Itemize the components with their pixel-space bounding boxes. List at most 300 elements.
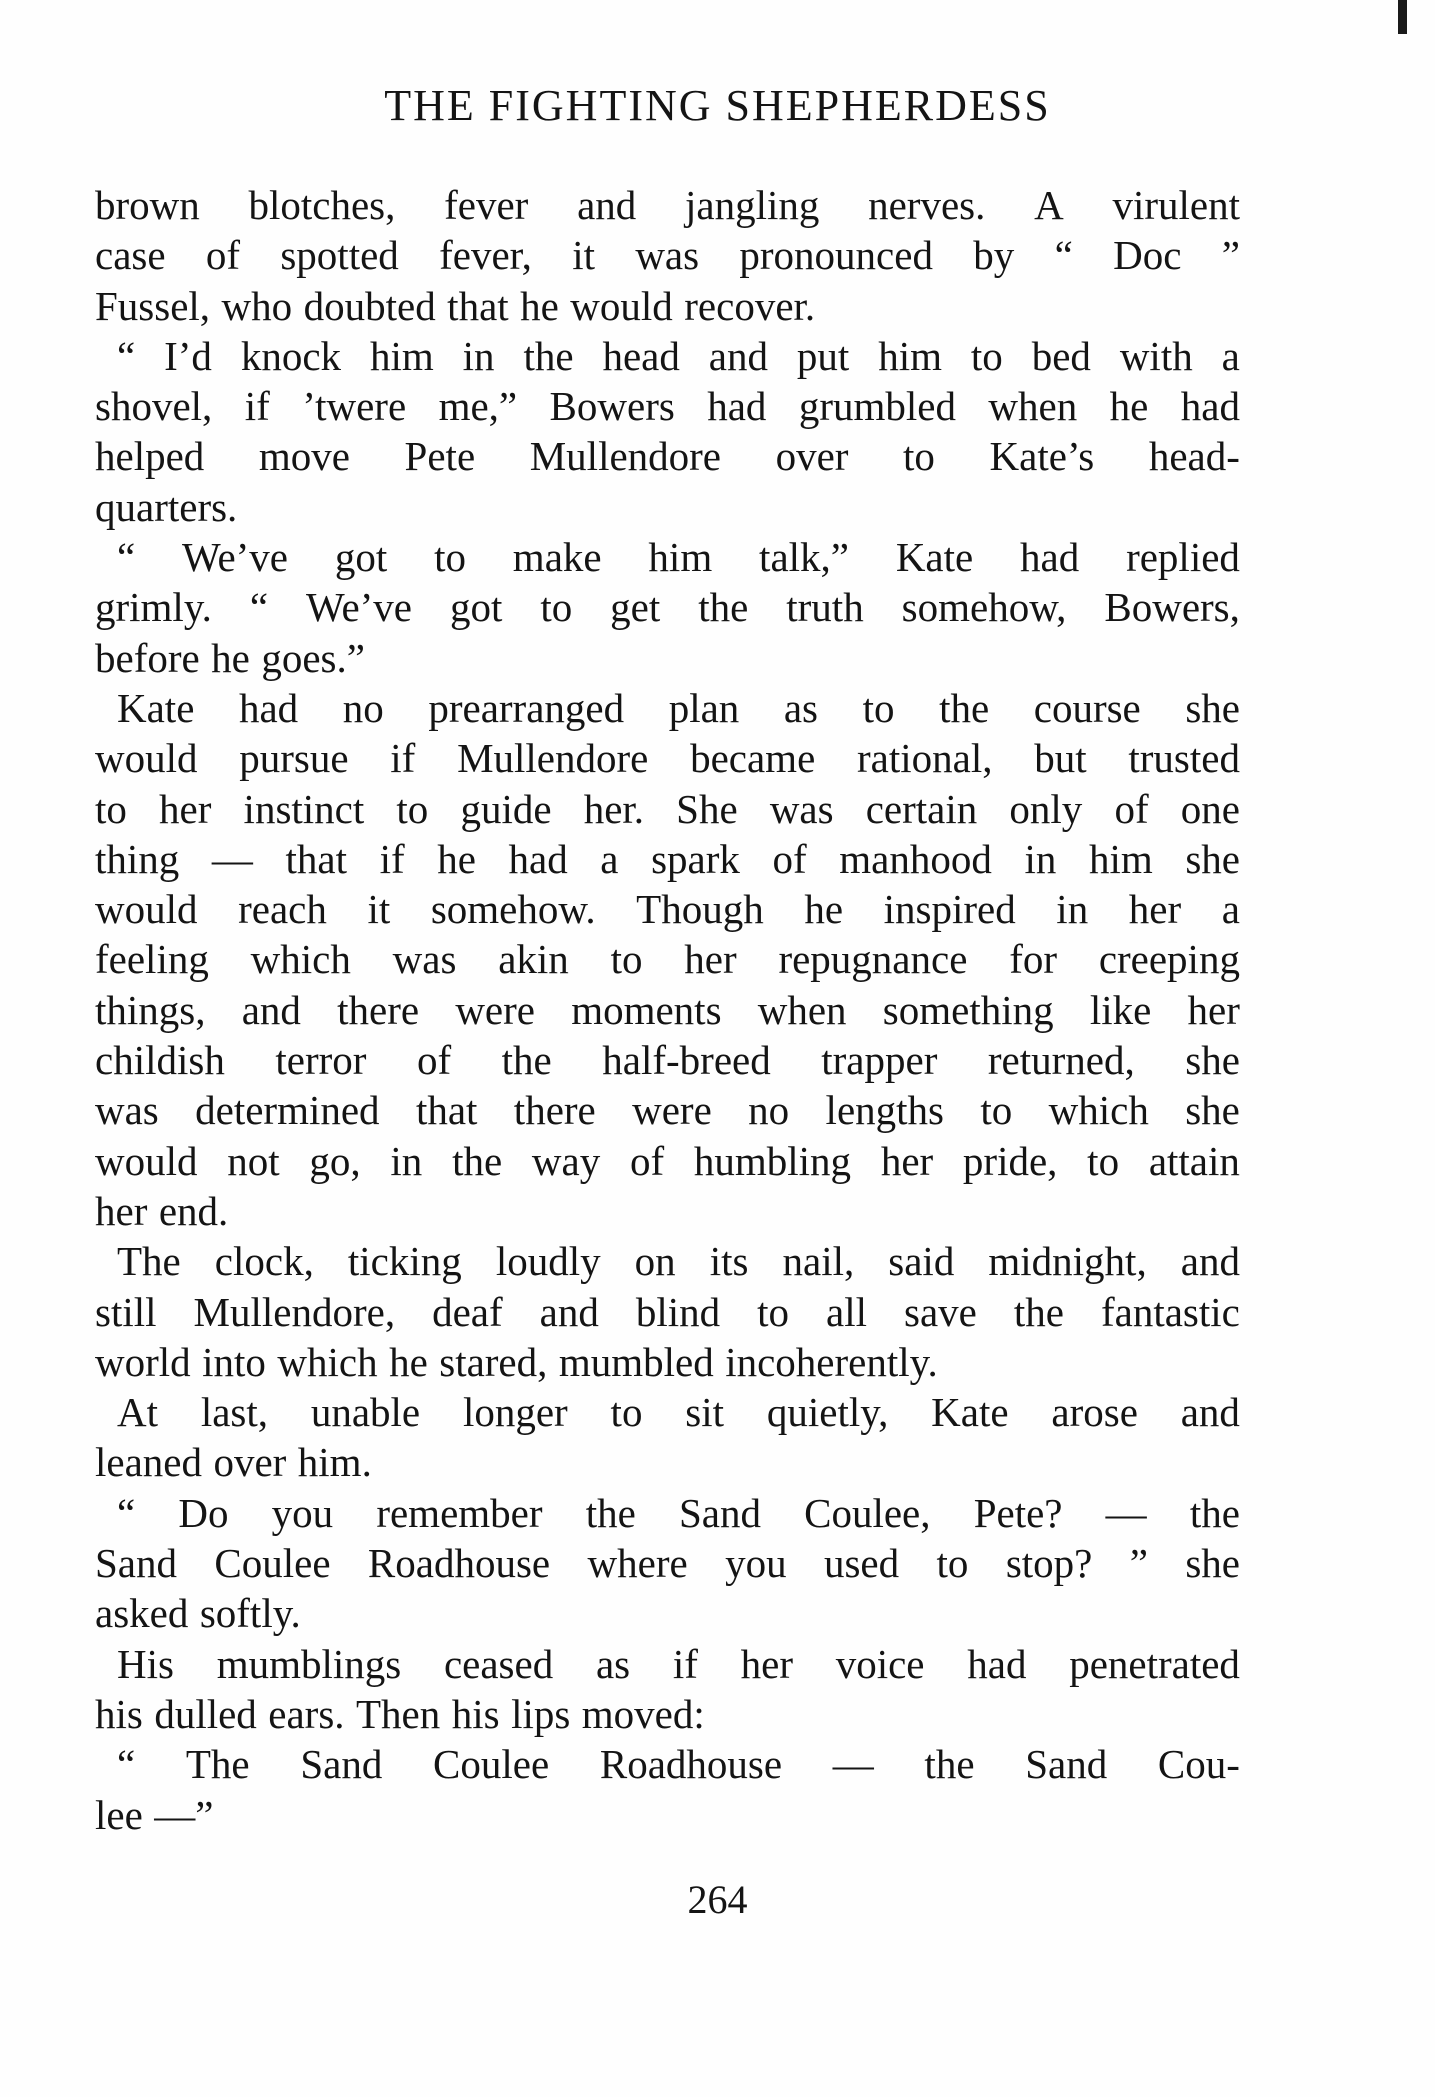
text-line bbox=[95, 381, 1240, 431]
text-line bbox=[95, 733, 1240, 783]
text-line bbox=[95, 683, 1240, 733]
text-line bbox=[95, 180, 1240, 230]
word: fever, bbox=[439, 232, 532, 279]
word: ticking bbox=[347, 1238, 462, 1285]
text-line bbox=[95, 884, 1240, 934]
word: pursue bbox=[239, 735, 349, 782]
word: Pete bbox=[404, 433, 476, 480]
word: nail, bbox=[782, 1238, 855, 1285]
word: We’ve bbox=[182, 534, 288, 581]
word: thing bbox=[95, 835, 180, 882]
word: —” bbox=[154, 1791, 214, 1838]
word: a bbox=[1221, 332, 1240, 379]
word: arose bbox=[1051, 1389, 1138, 1436]
word: him bbox=[648, 534, 713, 581]
word: had bbox=[238, 684, 299, 731]
word: last, bbox=[200, 1389, 269, 1436]
word: penetrated bbox=[1069, 1640, 1240, 1687]
word: head bbox=[602, 332, 680, 379]
word: to bbox=[757, 1288, 790, 1335]
word: somehow, bbox=[901, 584, 1067, 631]
word: Then bbox=[356, 1690, 441, 1737]
word: Coulee bbox=[433, 1741, 550, 1788]
word: terror bbox=[275, 1037, 367, 1084]
word: returned, bbox=[987, 1037, 1135, 1084]
word: if bbox=[672, 1640, 698, 1687]
word: half-breed bbox=[602, 1037, 771, 1084]
word: would bbox=[95, 735, 198, 782]
word: shovel, bbox=[95, 383, 213, 430]
word: and bbox=[577, 182, 637, 228]
word: Coulee bbox=[214, 1540, 331, 1587]
word: loudly bbox=[495, 1238, 601, 1285]
word: if bbox=[390, 735, 416, 782]
word: lengths bbox=[825, 1087, 944, 1134]
word: over bbox=[775, 433, 849, 480]
word: he bbox=[804, 886, 844, 933]
word: were bbox=[632, 1087, 712, 1134]
word: fever bbox=[444, 182, 529, 228]
word: stared, bbox=[439, 1338, 548, 1385]
word: attain bbox=[1148, 1137, 1240, 1184]
word: had bbox=[1020, 534, 1080, 581]
word: put bbox=[796, 332, 850, 379]
word: midnight, bbox=[988, 1238, 1147, 1285]
running-head: THE FIGHTING SHEPHERDESS bbox=[384, 81, 1051, 130]
word: to bbox=[1087, 1137, 1120, 1184]
word: the bbox=[452, 1137, 503, 1184]
word: to bbox=[396, 785, 429, 832]
word: would bbox=[95, 1137, 198, 1184]
word: make bbox=[512, 534, 602, 581]
word: Mullendore, bbox=[193, 1288, 396, 1335]
word: him bbox=[878, 332, 942, 379]
text-line bbox=[95, 1337, 1240, 1387]
word: of bbox=[416, 1037, 452, 1084]
word: Pete? bbox=[973, 1489, 1063, 1536]
word: “ bbox=[117, 1741, 136, 1788]
word: you bbox=[725, 1540, 787, 1587]
word: that bbox=[415, 1087, 478, 1134]
word: got bbox=[449, 584, 503, 631]
word: — bbox=[832, 1741, 874, 1788]
word: over bbox=[213, 1439, 287, 1486]
word: him. bbox=[297, 1439, 372, 1486]
word: the bbox=[924, 1741, 975, 1788]
word: Sand bbox=[1025, 1741, 1108, 1788]
word: nerves. bbox=[868, 182, 986, 228]
word: childish bbox=[95, 1037, 225, 1084]
word: got bbox=[334, 534, 388, 581]
word: the bbox=[523, 332, 574, 379]
word: clock, bbox=[214, 1238, 314, 1285]
word: “ bbox=[1054, 232, 1073, 279]
word: Sand bbox=[95, 1540, 177, 1587]
word: instinct bbox=[243, 785, 365, 832]
word: — bbox=[1105, 1489, 1147, 1536]
word: replied bbox=[1126, 534, 1240, 581]
word: you bbox=[271, 1489, 334, 1536]
word: course bbox=[1033, 684, 1141, 731]
word: which bbox=[1048, 1087, 1149, 1134]
word: when bbox=[988, 383, 1078, 430]
word: virulent bbox=[1112, 182, 1240, 228]
word: Cou- bbox=[1157, 1741, 1240, 1788]
text-line bbox=[95, 532, 1240, 582]
word: blind bbox=[635, 1288, 721, 1335]
word: mumblings bbox=[216, 1640, 402, 1687]
text-line bbox=[95, 1136, 1240, 1186]
word: the bbox=[585, 1489, 636, 1536]
word: unable bbox=[310, 1389, 421, 1436]
word: and bbox=[539, 1288, 599, 1335]
word: repugnance bbox=[778, 936, 968, 983]
word: move bbox=[258, 433, 350, 480]
word: said bbox=[888, 1238, 955, 1285]
text-line bbox=[95, 985, 1240, 1035]
word: to bbox=[610, 936, 643, 983]
word: quarters. bbox=[95, 483, 238, 530]
word: I’d bbox=[164, 332, 212, 379]
word: Bowers, bbox=[1104, 584, 1240, 631]
word: case bbox=[95, 232, 166, 279]
word: it bbox=[367, 886, 391, 933]
word: — bbox=[211, 835, 253, 882]
text-line bbox=[95, 1186, 1240, 1236]
word: ears. bbox=[268, 1690, 345, 1737]
word: leaned bbox=[95, 1439, 202, 1486]
word: had bbox=[1180, 383, 1240, 430]
text-line bbox=[95, 482, 1240, 532]
word: would bbox=[570, 282, 673, 329]
word: his bbox=[451, 1690, 500, 1737]
text-line bbox=[95, 784, 1240, 834]
word: into bbox=[202, 1338, 266, 1385]
word: things, bbox=[95, 986, 206, 1033]
word: Kate bbox=[117, 684, 195, 731]
word: Bowers bbox=[549, 383, 675, 430]
word: ” bbox=[1221, 232, 1240, 279]
word: Mullendore bbox=[457, 735, 649, 782]
text-line bbox=[95, 1488, 1240, 1538]
word: had bbox=[967, 1640, 1027, 1687]
text-line bbox=[95, 281, 1240, 331]
word: truth bbox=[786, 584, 864, 631]
word: lips bbox=[511, 1690, 571, 1737]
word: in bbox=[390, 1137, 423, 1184]
word: one bbox=[1180, 785, 1240, 832]
word: way bbox=[531, 1137, 601, 1184]
word: there bbox=[337, 986, 420, 1033]
word: were bbox=[455, 986, 535, 1033]
word: Roadhouse bbox=[599, 1741, 783, 1788]
word: We’ve bbox=[306, 584, 412, 631]
word: she bbox=[1185, 1037, 1240, 1084]
word: as bbox=[595, 1640, 631, 1687]
word: She bbox=[676, 785, 738, 832]
word: all bbox=[826, 1288, 868, 1335]
word: dulled bbox=[154, 1690, 257, 1737]
word: in bbox=[1024, 835, 1057, 882]
word: of bbox=[205, 232, 241, 279]
word: before bbox=[95, 634, 200, 681]
word: there bbox=[513, 1087, 596, 1134]
word: asked bbox=[95, 1590, 189, 1637]
word: her bbox=[95, 1187, 148, 1234]
word: of bbox=[1114, 785, 1149, 832]
word: Doc bbox=[1113, 232, 1182, 279]
text-line bbox=[95, 834, 1240, 884]
text-line bbox=[95, 1085, 1240, 1135]
word: longer bbox=[462, 1389, 568, 1436]
page-number: 264 bbox=[687, 1877, 748, 1922]
word: The bbox=[185, 1741, 250, 1788]
word: Mullendore bbox=[529, 433, 722, 480]
word: trapper bbox=[821, 1037, 938, 1084]
word: and bbox=[1180, 1238, 1240, 1285]
word: had bbox=[508, 835, 568, 882]
word: the bbox=[939, 684, 990, 731]
word: was bbox=[635, 232, 700, 279]
word: Kate’s bbox=[989, 433, 1095, 480]
word: something bbox=[882, 986, 1054, 1033]
word: rational, bbox=[857, 735, 993, 782]
word: him bbox=[1088, 835, 1153, 882]
text-line bbox=[95, 1236, 1240, 1286]
word: Sand bbox=[678, 1489, 761, 1536]
text-line bbox=[95, 431, 1240, 481]
word: spotted bbox=[280, 232, 399, 279]
word: he bbox=[437, 835, 476, 882]
word: determined bbox=[195, 1087, 380, 1134]
word: “ bbox=[117, 1489, 136, 1536]
word: only bbox=[1009, 785, 1083, 832]
word: brown bbox=[95, 182, 200, 228]
word: “ bbox=[117, 534, 136, 581]
word: she bbox=[1185, 835, 1240, 882]
word: when bbox=[757, 986, 847, 1033]
word: voice bbox=[835, 1640, 925, 1687]
word: ceased bbox=[443, 1640, 554, 1687]
word: helped bbox=[95, 433, 205, 480]
text-line bbox=[95, 1035, 1240, 1085]
word: Though bbox=[636, 886, 764, 933]
word: to bbox=[862, 684, 895, 731]
word: on bbox=[634, 1238, 676, 1285]
word: moved: bbox=[581, 1690, 705, 1737]
word: no bbox=[748, 1087, 790, 1134]
word: end. bbox=[158, 1187, 229, 1234]
word: not bbox=[227, 1137, 280, 1184]
word: it bbox=[572, 232, 596, 279]
word: softly. bbox=[199, 1590, 301, 1637]
word: for bbox=[1009, 936, 1058, 983]
word: in bbox=[462, 332, 495, 379]
word: its bbox=[709, 1238, 749, 1285]
word: he bbox=[389, 1338, 428, 1385]
word: grumbled bbox=[798, 383, 956, 430]
word: somehow. bbox=[430, 886, 596, 933]
word: that bbox=[285, 835, 347, 882]
word: who bbox=[221, 282, 293, 329]
word: Coulee, bbox=[804, 1489, 931, 1536]
word: her bbox=[740, 1640, 793, 1687]
text-line bbox=[95, 1538, 1240, 1588]
word: akin bbox=[498, 936, 569, 983]
word: reach bbox=[238, 886, 327, 933]
word: incoherently. bbox=[725, 1338, 938, 1385]
word: to bbox=[980, 1087, 1013, 1134]
word: to bbox=[95, 785, 127, 832]
word: he bbox=[1109, 383, 1149, 430]
word: and bbox=[1180, 1389, 1240, 1436]
word: Kate bbox=[931, 1389, 1009, 1436]
word: a bbox=[1221, 886, 1240, 933]
word: he bbox=[211, 634, 250, 681]
text-line bbox=[95, 1387, 1240, 1437]
word: him bbox=[369, 332, 434, 379]
word: A bbox=[1034, 182, 1064, 228]
word: to bbox=[970, 332, 1003, 379]
word: grimly. bbox=[95, 584, 212, 631]
word: with bbox=[1119, 332, 1193, 379]
word: to bbox=[903, 433, 935, 480]
word: by bbox=[973, 232, 1015, 279]
word: ” bbox=[1129, 1540, 1148, 1587]
word: Do bbox=[178, 1489, 229, 1536]
word: trusted bbox=[1128, 735, 1240, 782]
text-line bbox=[95, 1739, 1240, 1789]
word: his bbox=[95, 1690, 143, 1737]
word: sit bbox=[685, 1389, 725, 1436]
word: her. bbox=[583, 785, 645, 832]
text-line bbox=[95, 1588, 1240, 1638]
word: “ bbox=[249, 584, 269, 631]
word: feeling bbox=[95, 936, 209, 983]
word: pronounced bbox=[739, 232, 933, 279]
word: jangling bbox=[685, 182, 820, 228]
word: The bbox=[117, 1238, 181, 1285]
word: and bbox=[241, 986, 301, 1033]
text-line bbox=[95, 582, 1240, 632]
word: was bbox=[392, 936, 457, 983]
word: the bbox=[1189, 1489, 1240, 1536]
word: she bbox=[1185, 684, 1240, 731]
word: lee bbox=[95, 1791, 143, 1838]
text-line bbox=[95, 1437, 1240, 1487]
word: that bbox=[447, 282, 509, 329]
word: fantastic bbox=[1100, 1288, 1240, 1335]
text-line bbox=[95, 934, 1240, 984]
word: as bbox=[783, 684, 819, 731]
word: doubted bbox=[303, 282, 436, 329]
word: plan bbox=[668, 684, 740, 731]
word: to bbox=[936, 1540, 969, 1587]
word: the bbox=[698, 584, 749, 631]
word: the bbox=[1013, 1288, 1064, 1335]
word: and bbox=[708, 332, 768, 379]
word: go, bbox=[309, 1137, 361, 1184]
word: no bbox=[342, 684, 384, 731]
word: like bbox=[1089, 986, 1152, 1033]
word: certain bbox=[865, 785, 978, 832]
word: would bbox=[95, 886, 198, 933]
word: At bbox=[117, 1389, 158, 1436]
word: creeping bbox=[1098, 936, 1240, 983]
word: guide bbox=[460, 785, 552, 832]
word: bed bbox=[1031, 332, 1091, 379]
text-line bbox=[95, 1287, 1240, 1337]
word: had bbox=[707, 383, 767, 430]
word: pride, bbox=[962, 1137, 1058, 1184]
text-line bbox=[95, 331, 1240, 381]
word: moments bbox=[571, 986, 722, 1033]
text-line bbox=[95, 1790, 1240, 1840]
word: which bbox=[250, 936, 351, 983]
word: if bbox=[379, 835, 405, 882]
word: which bbox=[277, 1338, 378, 1385]
word: used bbox=[823, 1540, 900, 1587]
word: deaf bbox=[432, 1288, 503, 1335]
word: recover. bbox=[684, 282, 816, 329]
word: save bbox=[904, 1288, 977, 1335]
word: her bbox=[1187, 986, 1240, 1033]
word: His bbox=[117, 1640, 174, 1687]
word: mumbled bbox=[558, 1338, 714, 1385]
word: of bbox=[772, 835, 807, 882]
word: her bbox=[880, 1137, 934, 1184]
text-line bbox=[95, 1689, 1240, 1739]
word: was bbox=[769, 785, 834, 832]
word: quietly, bbox=[766, 1389, 889, 1436]
text-line bbox=[95, 633, 1240, 683]
word: remember bbox=[376, 1489, 543, 1536]
word: ’twere bbox=[302, 383, 407, 430]
word: still bbox=[95, 1288, 157, 1335]
text-line bbox=[95, 1639, 1240, 1689]
word: to bbox=[610, 1389, 643, 1436]
word: stop? bbox=[1005, 1540, 1093, 1587]
word: spark bbox=[651, 835, 740, 882]
word: “ bbox=[117, 332, 136, 379]
word: became bbox=[690, 735, 816, 782]
word: the bbox=[501, 1037, 552, 1084]
word: manhood bbox=[839, 835, 992, 882]
word: her bbox=[684, 936, 737, 983]
word: he bbox=[520, 282, 559, 329]
word: Kate bbox=[895, 534, 974, 581]
word: to bbox=[434, 534, 466, 581]
word: Sand bbox=[300, 1741, 383, 1788]
word: goes.” bbox=[261, 634, 365, 681]
page-edge-mark bbox=[1398, 0, 1407, 34]
word: prearranged bbox=[428, 684, 625, 731]
word: a bbox=[600, 835, 619, 882]
word: head- bbox=[1148, 433, 1240, 480]
word: was bbox=[95, 1087, 159, 1134]
word: talk,” bbox=[759, 534, 849, 581]
text-line bbox=[95, 230, 1240, 280]
word: she bbox=[1185, 1087, 1240, 1134]
word: if bbox=[244, 383, 270, 430]
word: inspired bbox=[883, 886, 1016, 933]
body-text bbox=[95, 180, 1240, 1840]
word: world bbox=[95, 1338, 191, 1385]
word: her bbox=[1128, 886, 1182, 933]
word: get bbox=[610, 584, 661, 631]
word: humbling bbox=[693, 1137, 852, 1184]
word: Fussel, bbox=[95, 282, 211, 329]
